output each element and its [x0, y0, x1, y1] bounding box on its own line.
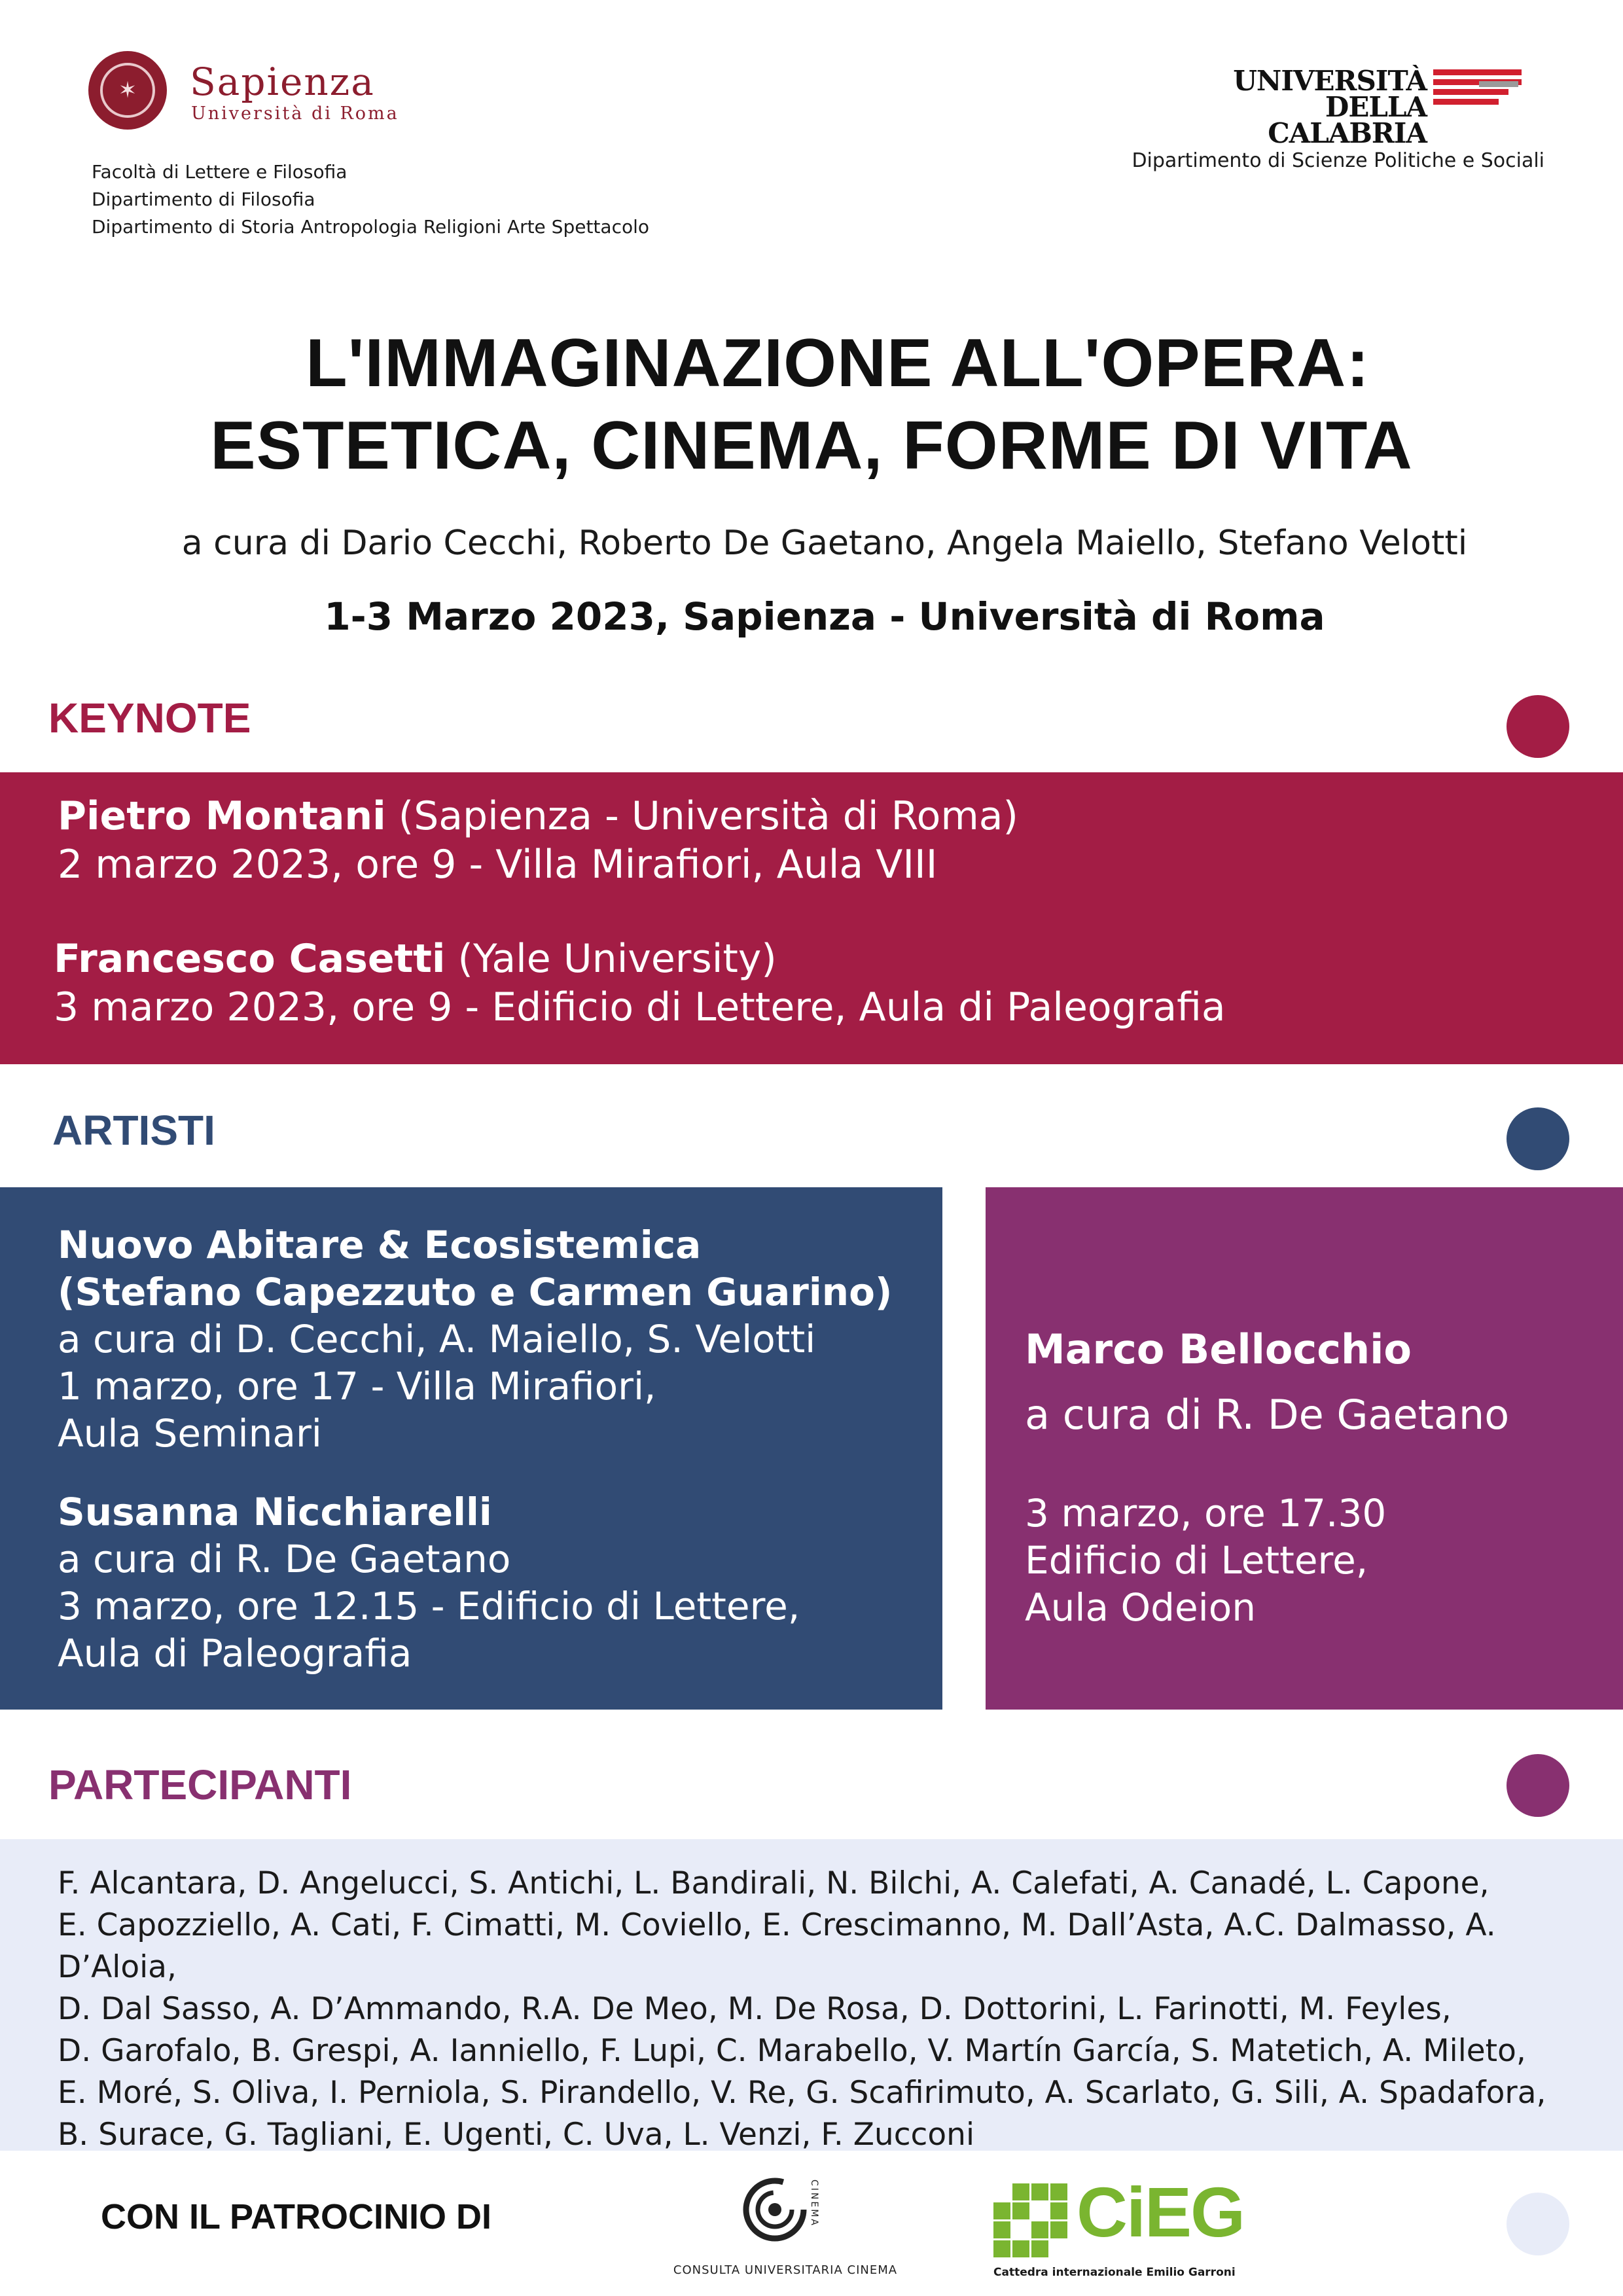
cieg-blocks-icon	[993, 2183, 1067, 2257]
artist-detail: Aula Odeion	[1025, 1585, 1257, 1630]
event-dates: 1-3 Marzo 2023, Sapienza - Università di Roma	[324, 594, 1325, 639]
partecipanti-list	[58, 1863, 1582, 2156]
partecipanti-line: D. Garofalo, B. Grespi, A. Ianniello, F. Lupi, C. Marabello, V. Martín García, S. Matetich, A. Mileto,	[58, 2033, 1526, 2069]
cuc-ring-icon	[742, 2177, 808, 2242]
sapienza-seal-icon: ✶	[88, 51, 167, 130]
partecipanti-heading: PARTECIPANTI	[48, 1761, 352, 1808]
keynote-item	[54, 935, 1226, 1031]
department-line: Facoltà di Lettere e Filosofia	[92, 161, 348, 183]
keynote-dot	[1507, 695, 1569, 758]
artist-detail: a cura di D. Cecchi, A. Maiello, S. Velotti	[58, 1317, 816, 1361]
footer-dot	[1507, 2193, 1569, 2255]
title-line-2: ESTETICA, CINEMA, FORME DI VITA	[210, 408, 1413, 484]
event-curators: a cura di Dario Cecchi, Roberto De Gaetano, Angela Maiello, Stefano Velotti	[181, 524, 1468, 563]
keynote-when: 2 marzo 2023, ore 9 - Villa Mirafiori, Aula VIII	[58, 842, 938, 888]
cieg-subtitle: Cattedra internazionale Emilio Garroni	[993, 2266, 1236, 2279]
partecipanti-line: E. Capozziello, A. Cati, F. Cimatti, M. Coviello, E. Crescimanno, M. Dall’Asta, A.C. Dalmasso, A. D’Aloia,	[58, 1907, 1496, 1985]
partecipanti-dot	[1507, 1754, 1569, 1817]
keynote-item	[58, 792, 1018, 889]
unical-name: UNIVERSITÀ DELLA CALABRIA	[1233, 65, 1427, 149]
artist-details-right	[1025, 1490, 1386, 1631]
partecipanti-line: F. Alcantara, D. Angelucci, S. Antichi, L. Bandirali, N. Bilchi, A. Calefati, A. Canadé, L. Capone,	[58, 1865, 1489, 1901]
department-right: Dipartimento di Scienze Politiche e Sociali	[1132, 149, 1544, 172]
department-line: Dipartimento di Storia Antropologia Religioni Arte Spettacolo	[92, 216, 650, 238]
artisti-heading: ARTISTI	[52, 1107, 215, 1154]
artist-detail: 3 marzo, ore 12.15 - Edificio di Lettere,	[58, 1584, 800, 1628]
partecipanti-line: D. Dal Sasso, A. D’Ammando, R.A. De Meo, M. De Rosa, D. Dottorini, L. Farinotti, M. Feyles,	[58, 1991, 1452, 2027]
artisti-right-panel	[986, 1187, 1623, 1710]
keynote-heading: KEYNOTE	[48, 694, 251, 742]
cuc-label: CONSULTA UNIVERSITARIA CINEMA	[673, 2263, 898, 2277]
department-line: Dipartimento di Filosofia	[92, 188, 315, 210]
artist-entry-right	[1025, 1317, 1509, 1448]
keynote-speaker: Francesco Casetti	[54, 936, 446, 982]
artist-name: (Stefano Capezzuto e Carmen Guarino)	[58, 1270, 893, 1314]
keynote-affiliation: (Yale University)	[457, 936, 777, 982]
artist-detail: a cura di R. De Gaetano	[58, 1537, 511, 1581]
sapienza-subtitle: Università di Roma	[191, 103, 399, 124]
partecipanti-line: B. Surace, G. Tagliani, E. Ugenti, C. Uva, L. Venzi, F. Zucconi	[58, 2117, 975, 2153]
departments-left	[92, 158, 649, 241]
artist-detail: Aula Seminari	[58, 1411, 322, 1456]
artist-name: Susanna Nicchiarelli	[58, 1490, 492, 1534]
sapienza-name: Sapienza	[190, 60, 375, 104]
artist-detail: 3 marzo, ore 17.30	[1025, 1491, 1387, 1535]
artist-detail: 1 marzo, ore 17 - Villa Mirafiori,	[58, 1364, 656, 1408]
artist-entry	[58, 1488, 800, 1677]
keynote-affiliation: (Sapienza - Università di Roma)	[398, 793, 1018, 839]
unical-stripes-icon	[1433, 69, 1522, 124]
cuc-ring-text: CINEMA	[809, 2179, 819, 2227]
artist-detail: Aula di Paleografia	[58, 1631, 412, 1676]
cieg-wordmark: CiEG	[1077, 2172, 1245, 2251]
partecipanti-line: E. Moré, S. Oliva, I. Perniola, S. Pirandello, V. Re, G. Scafirimuto, A. Scarlato, G. Sili, A. Spadafora,	[58, 2075, 1546, 2111]
artist-curator: a cura di R. De Gaetano	[1025, 1391, 1510, 1439]
artist-entry	[58, 1221, 892, 1457]
patrocinio-label: CON IL PATROCINIO DI	[101, 2197, 492, 2236]
keynote-speaker: Pietro Montani	[58, 793, 386, 839]
title-line-1: L'IMMAGINAZIONE ALL'OPERA:	[306, 325, 1370, 401]
artisti-dot	[1507, 1107, 1569, 1170]
artist-name: Nuovo Abitare & Ecosistemica	[58, 1223, 702, 1267]
artist-name: Marco Bellocchio	[1025, 1325, 1412, 1373]
artist-detail: Edificio di Lettere,	[1025, 1538, 1368, 1583]
keynote-when: 3 marzo 2023, ore 9 - Edificio di Lettere, Aula di Paleografia	[54, 984, 1226, 1030]
event-title	[0, 322, 1623, 487]
